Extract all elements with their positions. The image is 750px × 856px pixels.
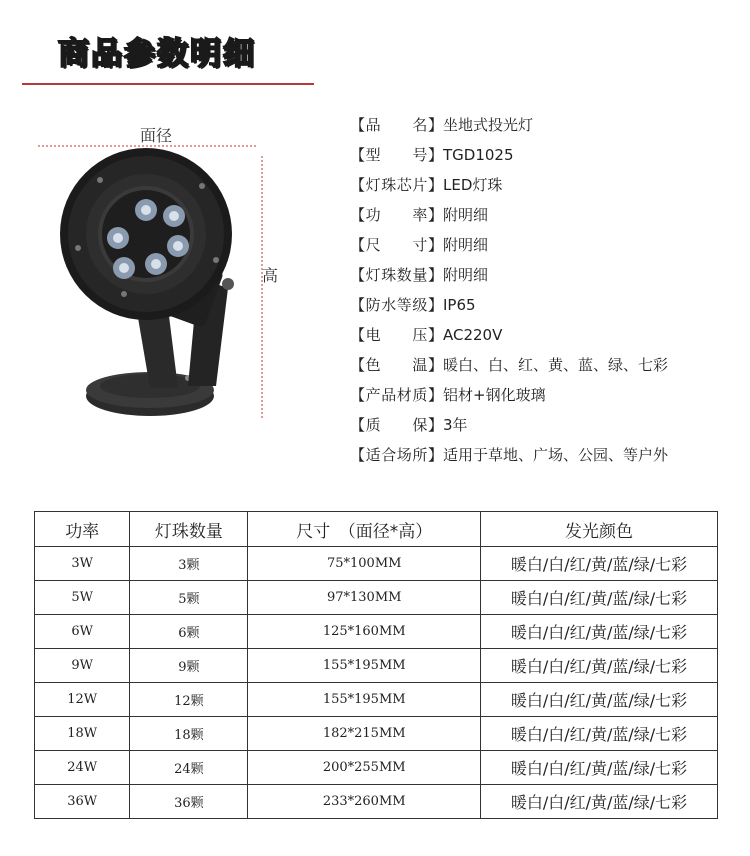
cell-bead-count: 9颗 xyxy=(130,649,248,683)
table-row xyxy=(35,547,718,581)
cell-size: 155*195MM xyxy=(248,649,481,683)
spec-key: 【尺 寸】 xyxy=(350,236,443,254)
table-row xyxy=(35,785,718,819)
spec-key: 【适合场所】 xyxy=(350,446,443,464)
spec-value: 附明细 xyxy=(443,236,489,254)
spec-row xyxy=(350,230,668,260)
cell-light-color: 暖白/白/红/黄/蓝/绿/七彩 xyxy=(481,581,718,615)
cell-size: 182*215MM xyxy=(248,717,481,751)
cell-size: 97*130MM xyxy=(248,581,481,615)
cell-bead-count: 36颗 xyxy=(130,785,248,819)
header-power: 功率 xyxy=(35,512,130,547)
cell-light-color: 暖白/白/红/黄/蓝/绿/七彩 xyxy=(481,649,718,683)
spec-key: 【型 号】 xyxy=(350,146,443,164)
cell-bead-count: 18颗 xyxy=(130,717,248,751)
spec-row xyxy=(350,140,668,170)
spec-key: 【功 率】 xyxy=(350,206,443,224)
spec-key: 【质 保】 xyxy=(350,416,443,434)
cell-light-color: 暖白/白/红/黄/蓝/绿/七彩 xyxy=(481,785,718,819)
spec-key: 【色 温】 xyxy=(350,356,443,374)
cell-power: 24W xyxy=(35,751,130,785)
spec-value: IP65 xyxy=(443,296,476,314)
spec-list xyxy=(350,110,668,470)
cell-power: 3W xyxy=(35,547,130,581)
spec-row xyxy=(350,350,668,380)
cell-light-color: 暖白/白/红/黄/蓝/绿/七彩 xyxy=(481,683,718,717)
spec-key: 【产品材质】 xyxy=(350,386,443,404)
cell-size: 155*195MM xyxy=(248,683,481,717)
cell-size: 75*100MM xyxy=(248,547,481,581)
cell-light-color: 暖白/白/红/黄/蓝/绿/七彩 xyxy=(481,547,718,581)
cell-power: 9W xyxy=(35,649,130,683)
dimension-label-height: 高 xyxy=(262,266,279,285)
spec-row xyxy=(350,410,668,440)
spec-row xyxy=(350,440,668,470)
cell-light-color: 暖白/白/红/黄/蓝/绿/七彩 xyxy=(481,751,718,785)
table-row xyxy=(35,751,718,785)
spec-key: 【品 名】 xyxy=(350,116,443,134)
cell-power: 18W xyxy=(35,717,130,751)
cell-power: 12W xyxy=(35,683,130,717)
cell-bead-count: 3颗 xyxy=(130,547,248,581)
table-row xyxy=(35,581,718,615)
spec-row xyxy=(350,320,668,350)
cell-bead-count: 6颗 xyxy=(130,615,248,649)
page-title: 商品参数明细 xyxy=(58,36,256,72)
cell-power: 5W xyxy=(35,581,130,615)
cell-bead-count: 12颗 xyxy=(130,683,248,717)
cell-size: 200*255MM xyxy=(248,751,481,785)
spec-key: 【灯珠数量】 xyxy=(350,266,443,284)
header-light-color: 发光颜色 xyxy=(481,512,718,547)
cell-bead-count: 24颗 xyxy=(130,751,248,785)
product-image xyxy=(28,138,268,438)
cell-light-color: 暖白/白/红/黄/蓝/绿/七彩 xyxy=(481,717,718,751)
spec-value: TGD1025 xyxy=(443,146,514,164)
spec-value: LED灯珠 xyxy=(443,176,503,194)
dimension-label-face: 面径 xyxy=(140,126,173,145)
spec-row xyxy=(350,260,668,290)
spec-key: 【灯珠芯片】 xyxy=(350,176,443,194)
table-header-row xyxy=(35,512,718,547)
spec-value: 3年 xyxy=(443,416,468,434)
cell-power: 6W xyxy=(35,615,130,649)
table-row xyxy=(35,717,718,751)
spec-row xyxy=(350,200,668,230)
table-row xyxy=(35,649,718,683)
spec-value: 附明细 xyxy=(443,266,489,284)
title-underline xyxy=(22,83,314,85)
spec-row xyxy=(350,110,668,140)
spec-row xyxy=(350,170,668,200)
header-bead-count: 灯珠数量 xyxy=(130,512,248,547)
cell-light-color: 暖白/白/红/黄/蓝/绿/七彩 xyxy=(481,615,718,649)
spec-value: 铝材+钢化玻璃 xyxy=(443,386,546,404)
table-row xyxy=(35,615,718,649)
table-row xyxy=(35,683,718,717)
spec-value: 坐地式投光灯 xyxy=(443,116,534,134)
spec-value: 暖白、白、红、黄、蓝、绿、七彩 xyxy=(443,356,669,374)
cell-size: 233*260MM xyxy=(248,785,481,819)
spec-row xyxy=(350,290,668,320)
spec-value: 适用于草地、广场、公园、等户外 xyxy=(443,446,669,464)
spec-row xyxy=(350,380,668,410)
spec-key: 【电 压】 xyxy=(350,326,443,344)
header-size: 尺寸 （面径*高） xyxy=(248,512,481,547)
cell-power: 36W xyxy=(35,785,130,819)
spec-value: AC220V xyxy=(443,326,503,344)
size-table xyxy=(34,511,718,819)
cell-size: 125*160MM xyxy=(248,615,481,649)
spec-value: 附明细 xyxy=(443,206,489,224)
spec-key: 【防水等级】 xyxy=(350,296,443,314)
cell-bead-count: 5颗 xyxy=(130,581,248,615)
